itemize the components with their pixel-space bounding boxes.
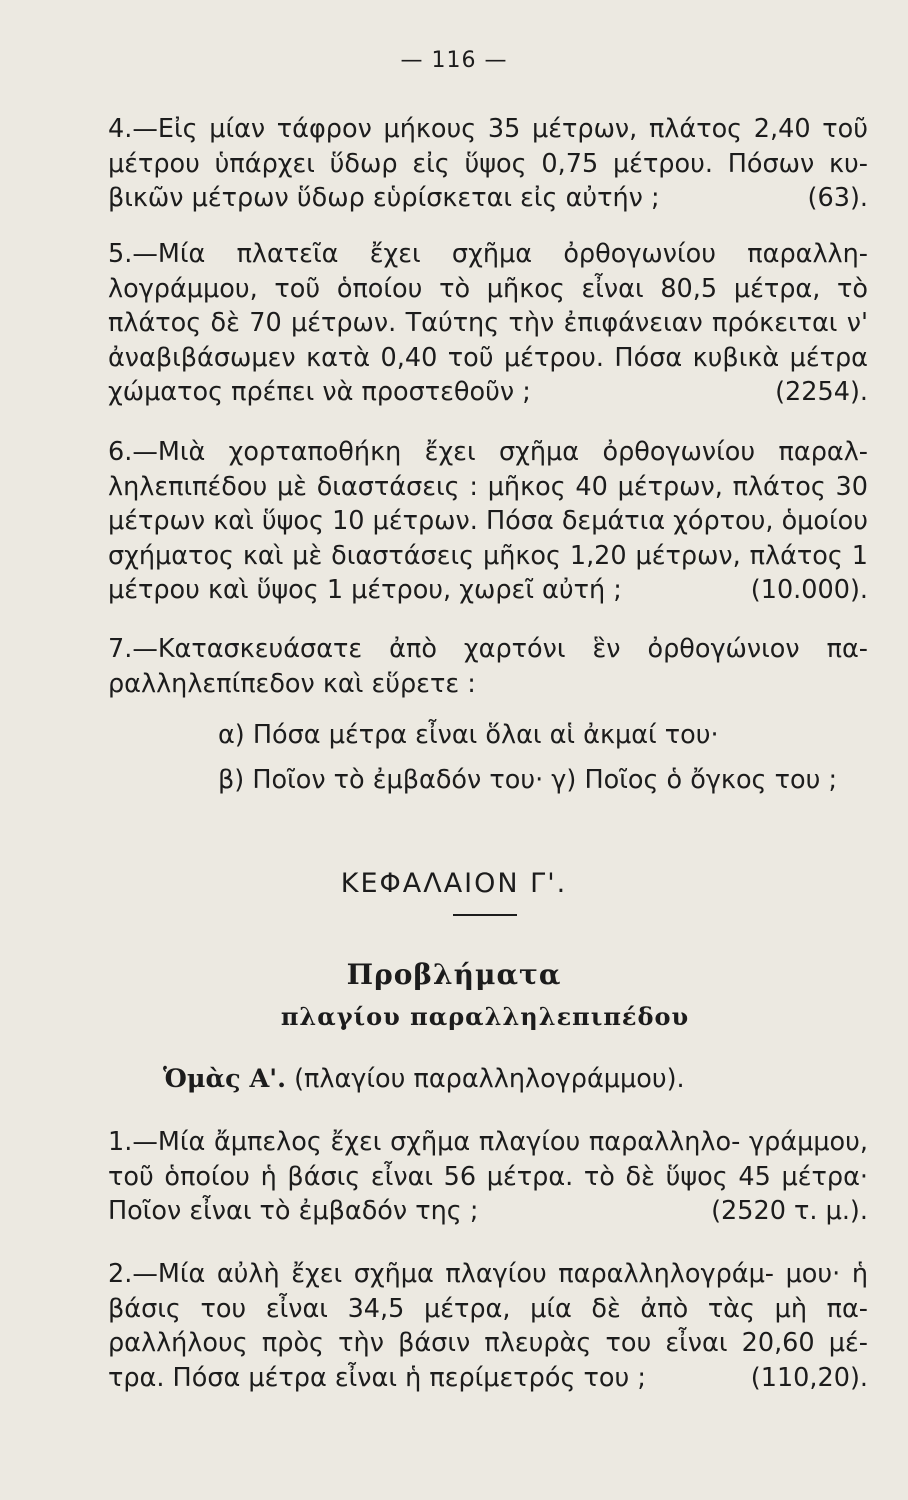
- problem-text: τοῦ μέτρου ὑπάρχει ὕδωρ εἰς ὕψος 0,75 μέτρου. Πόσων κυ-: [108, 114, 868, 179]
- problem-text: γράμμου, τοῦ ὁποίου ἡ βάσις εἶναι 56 μέτρα. τὸ δὲ ὕψος: [108, 1127, 869, 1192]
- answer: (110,20).: [750, 1362, 868, 1393]
- problem-5: [108, 237, 868, 410]
- sub-item-b: β) Ποῖον τὸ ἐμβαδόν του· γ) Ποῖος ὁ ὄγκος του ;: [218, 765, 838, 795]
- answer: (63).: [807, 183, 868, 213]
- problem-text: ραλλήλους πρὸς τὴν βάσιν πλευρὰς του εἶναι 20,60 μέ-: [108, 1328, 868, 1358]
- page-number: — 116 —: [400, 48, 508, 73]
- group-label: Ὁμὰς Α'.: [163, 1064, 286, 1094]
- group-note: (πλαγίου παραλληλογράμμου).: [294, 1064, 685, 1094]
- problem-text: λογράμμου, τοῦ ὁποίου τὸ μῆκος εἶναι 80,5 μέτρα, τὸ: [108, 273, 868, 304]
- chapter-heading: ΚΕΦΑΛΑΙΟΝ Γ'.: [340, 868, 568, 899]
- problem-text: 5.—Μία πλατεῖα ἔχει σχῆμα ὀρθογωνίου παραλλη-: [108, 239, 868, 269]
- problem-text: 45 μέτρα· Ποῖον εἶναι τὸ ἐμβαδόν της ;: [108, 1161, 868, 1226]
- problem-2: [108, 1257, 868, 1395]
- problem-7: [108, 632, 868, 701]
- problem-text: χώματος πρέπει νὰ προστεθοῦν ;: [108, 377, 531, 407]
- problem-text: ραλληλεπίπεδον καὶ εὕρετε :: [108, 668, 476, 699]
- answer: (2520 τ. μ.).: [711, 1196, 868, 1226]
- problem-4: [108, 112, 868, 216]
- problem-text: μέτρων καὶ ὕψος 10 μέτρων. Πόσα δεμάτια χόρτου, ὁμοίου: [108, 506, 868, 536]
- problem-1: [108, 1125, 868, 1229]
- problem-text: 1.—Μία ἄμπελος ἔχει σχῆμα πλαγίου παραλληλο-: [108, 1127, 741, 1157]
- problem-text: ληλεπιπέδου μὲ διαστάσεις : μῆκος 40 μέτρων, πλάτος 30: [108, 471, 868, 502]
- problem-text: ἀναβιβάσωμεν κατὰ 0,40 τοῦ μέτρου. Πόσα κυβικὰ μέτρα: [108, 342, 868, 373]
- problem-text: 2.—Μία αὐλὴ ἔχει σχῆμα πλαγίου παραλληλογράμ-: [108, 1259, 774, 1289]
- section-subtitle: πλαγίου παραλληλεπιπέδου: [280, 1002, 690, 1031]
- section-title: Προβλήματα: [346, 958, 562, 991]
- sub-item-a: α) Πόσα μέτρα εἶναι ὅλαι αἱ ἀκμαί του·: [218, 720, 719, 750]
- problem-6: [108, 435, 868, 608]
- problem-text: 4.—Εἰς μίαν τάφρον μήκους 35 μέτρων, πλάτος 2,40: [108, 114, 811, 144]
- problem-text: τρα. Πόσα μέτρα εἶναι ἡ περίμετρός του ;: [108, 1362, 646, 1393]
- answer: (2254).: [775, 377, 868, 407]
- problem-text: 6.—Μιὰ χορταποθήκη ἔχει σχῆμα ὀρθογωνίου παραλ-: [108, 437, 868, 467]
- problem-text: πλάτος δὲ 70 μέτρων. Ταύτης τὴν ἐπιφάνειαν πρόκειται ν': [108, 308, 868, 338]
- problem-text: σχήματος καὶ μὲ διαστάσεις μῆκος 1,20 μέτρων, πλάτος: [108, 540, 843, 571]
- divider: [453, 914, 517, 916]
- answer: (10.000).: [750, 575, 868, 605]
- problem-text: βικῶν μέτρων ὕδωρ εὑρίσκεται εἰς αὐτήν ;: [108, 183, 660, 213]
- problem-text: 7.—Κατασκευάσατε ἀπὸ χαρτόνι ἓν ὀρθογώνιον πα-: [108, 634, 868, 664]
- problem-text: 1 μέτρου καὶ ὕψος 1 μέτρου, χωρεῖ αὐτή ;: [108, 540, 868, 605]
- group-heading: [163, 1064, 685, 1094]
- problem-text: μου· ἡ βάσις του εἶναι 34,5 μέτρα, μία δὲ ἀπὸ τὰς μὴ πα-: [108, 1259, 868, 1324]
